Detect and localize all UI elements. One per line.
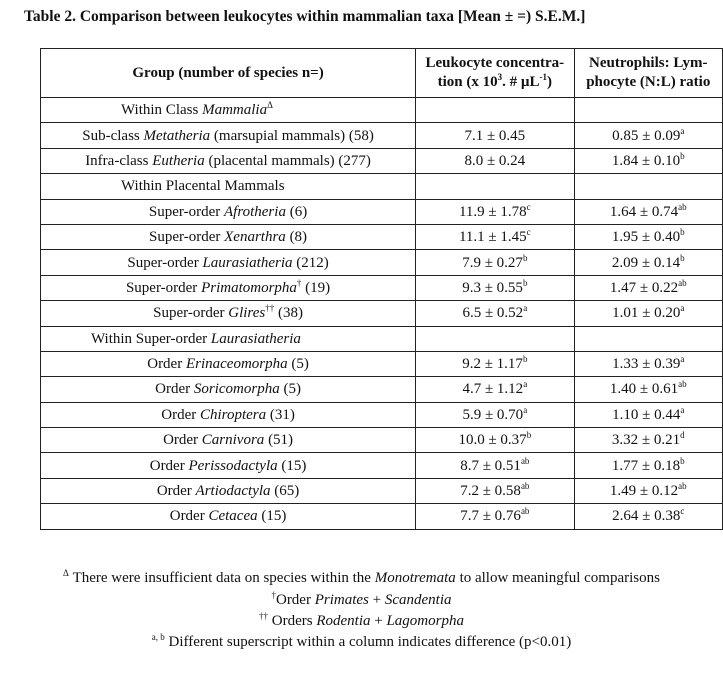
- nl-ratio-cell: 2.64 ± 0.38$^c$: [574, 504, 722, 529]
- group-cell: Super-order Primatomorpha† (19): [41, 275, 416, 300]
- nl-ratio-cell: 1.33 ± 0.39$^a$: [574, 351, 722, 376]
- leukocyte-cell: 11.9 ± 1.78$^c$: [416, 199, 574, 224]
- group-cell: Order Soricomorpha (5): [41, 377, 416, 402]
- leukocyte-cell: 6.5 ± 0.52$^a$: [416, 301, 574, 326]
- table-title: Table 2. Comparison between leukocytes within mammalian taxa [Mean ± =) S.E.M.]: [24, 8, 586, 25]
- group-cell: Order Erinaceomorpha (5): [41, 351, 416, 376]
- leukocyte-cell: [416, 326, 574, 351]
- header-nl-line1: Neutrophils: Lym-: [589, 55, 708, 71]
- group-cell: Order Chiroptera (31): [41, 402, 416, 427]
- nl-ratio-cell: 1.10 ± 0.44$^a$: [574, 402, 722, 427]
- table-row: [41, 351, 723, 376]
- table-row: [41, 478, 723, 503]
- group-cell: Super-order Glires†† (38): [41, 301, 416, 326]
- comparison-table: [40, 48, 723, 530]
- nl-ratio-cell: 1.49 ± 0.12$^{ab}$: [574, 478, 722, 503]
- nl-ratio-cell: [574, 98, 722, 123]
- leukocyte-cell: 10.0 ± 0.37$^b$: [416, 428, 574, 453]
- table-row: [41, 224, 723, 249]
- leukocyte-cell: [416, 98, 574, 123]
- group-cell: Within Class Mammalia$^\Delta$: [41, 98, 416, 123]
- footnote-superscripts: $^{a, b}$ Different superscript within a column indicates difference (p<0.01): [151, 632, 572, 650]
- group-cell: Super-order Xenarthra (8): [41, 224, 416, 249]
- nl-ratio-cell: 1.47 ± 0.22$^{ab}$: [574, 275, 722, 300]
- header-leukocyte: [416, 49, 574, 98]
- table-row: [41, 148, 723, 173]
- leukocyte-cell: 8.7 ± 0.51$^{ab}$: [416, 453, 574, 478]
- footnote-primatomorpha: †Order Primates + Scandentia: [271, 590, 452, 608]
- group-cell: Infra-class Eutheria (placental mammals) (277): [41, 148, 416, 173]
- nl-ratio-cell: [574, 326, 722, 351]
- group-cell: Within Super-order Laurasiatheria: [41, 326, 416, 351]
- leukocyte-cell: 11.1 ± 1.45$^c$: [416, 224, 574, 249]
- table-body: [41, 98, 723, 530]
- footnote-monotremata: $^\Delta$ There were insufficient data on species within the Monotremata to allow meaningful comparisons: [63, 568, 660, 586]
- nl-ratio-cell: 1.01 ± 0.20$^a$: [574, 301, 722, 326]
- header-nl-line2: phocyte (N:L) ratio: [586, 74, 711, 90]
- leukocyte-cell: 5.9 ± 0.70$^a$: [416, 402, 574, 427]
- table-row: [41, 123, 723, 148]
- group-cell: Order Cetacea (15): [41, 504, 416, 529]
- leukocyte-cell: 7.9 ± 0.27$^b$: [416, 250, 574, 275]
- table-section-row: [41, 98, 723, 123]
- nl-ratio-cell: [574, 174, 722, 199]
- table-section-row: [41, 326, 723, 351]
- table-row: [41, 504, 723, 529]
- table-section-row: [41, 174, 723, 199]
- leukocyte-cell: 9.2 ± 1.17$^b$: [416, 351, 574, 376]
- leukocyte-cell: 8.0 ± 0.24: [416, 148, 574, 173]
- leukocyte-cell: 7.7 ± 0.76$^{ab}$: [416, 504, 574, 529]
- leukocyte-cell: 7.1 ± 0.45: [416, 123, 574, 148]
- group-cell: Order Carnivora (51): [41, 428, 416, 453]
- table-row: [41, 301, 723, 326]
- nl-ratio-cell: 0.85 ± 0.09$^a$: [574, 123, 722, 148]
- nl-ratio-cell: 1.84 ± 0.10$^b$: [574, 148, 722, 173]
- table-row: [41, 199, 723, 224]
- table-row: [41, 377, 723, 402]
- table-row: [41, 275, 723, 300]
- table-row: [41, 453, 723, 478]
- header-leukocyte-line2: tion (x $10^3$. # µL$^{-1}$): [437, 72, 553, 90]
- header-nl-ratio: [574, 49, 722, 98]
- nl-ratio-cell: 3.32 ± 0.21$^d$: [574, 428, 722, 453]
- leukocyte-cell: 4.7 ± 1.12$^a$: [416, 377, 574, 402]
- header-group: Group (number of species n=): [41, 49, 416, 98]
- header-leukocyte-line1: Leukocyte concentra-: [425, 55, 565, 71]
- nl-ratio-cell: 1.40 ± 0.61$^{ab}$: [574, 377, 722, 402]
- nl-ratio-cell: 2.09 ± 0.14$^b$: [574, 250, 722, 275]
- nl-ratio-cell: 1.95 ± 0.40$^b$: [574, 224, 722, 249]
- group-cell: Order Artiodactyla (65): [41, 478, 416, 503]
- nl-ratio-cell: 1.64 ± 0.74$^{ab}$: [574, 199, 722, 224]
- group-cell: Sub-class Metatheria (marsupial mammals) (58): [41, 123, 416, 148]
- group-cell: Super-order Afrotheria (6): [41, 199, 416, 224]
- group-cell: Within Placental Mammals: [41, 174, 416, 199]
- footnote-glires: †† Orders Rodentia + Lagomorpha: [259, 611, 464, 629]
- leukocyte-cell: 9.3 ± 0.55$^b$: [416, 275, 574, 300]
- group-cell: Order Perissodactyla (15): [41, 453, 416, 478]
- table-header-row: [41, 49, 723, 98]
- table-row: [41, 250, 723, 275]
- group-cell: Super-order Laurasiatheria (212): [41, 250, 416, 275]
- table-row: [41, 428, 723, 453]
- leukocyte-cell: 7.2 ± 0.58$^{ab}$: [416, 478, 574, 503]
- leukocyte-cell: [416, 174, 574, 199]
- nl-ratio-cell: 1.77 ± 0.18$^b$: [574, 453, 722, 478]
- table-row: [41, 402, 723, 427]
